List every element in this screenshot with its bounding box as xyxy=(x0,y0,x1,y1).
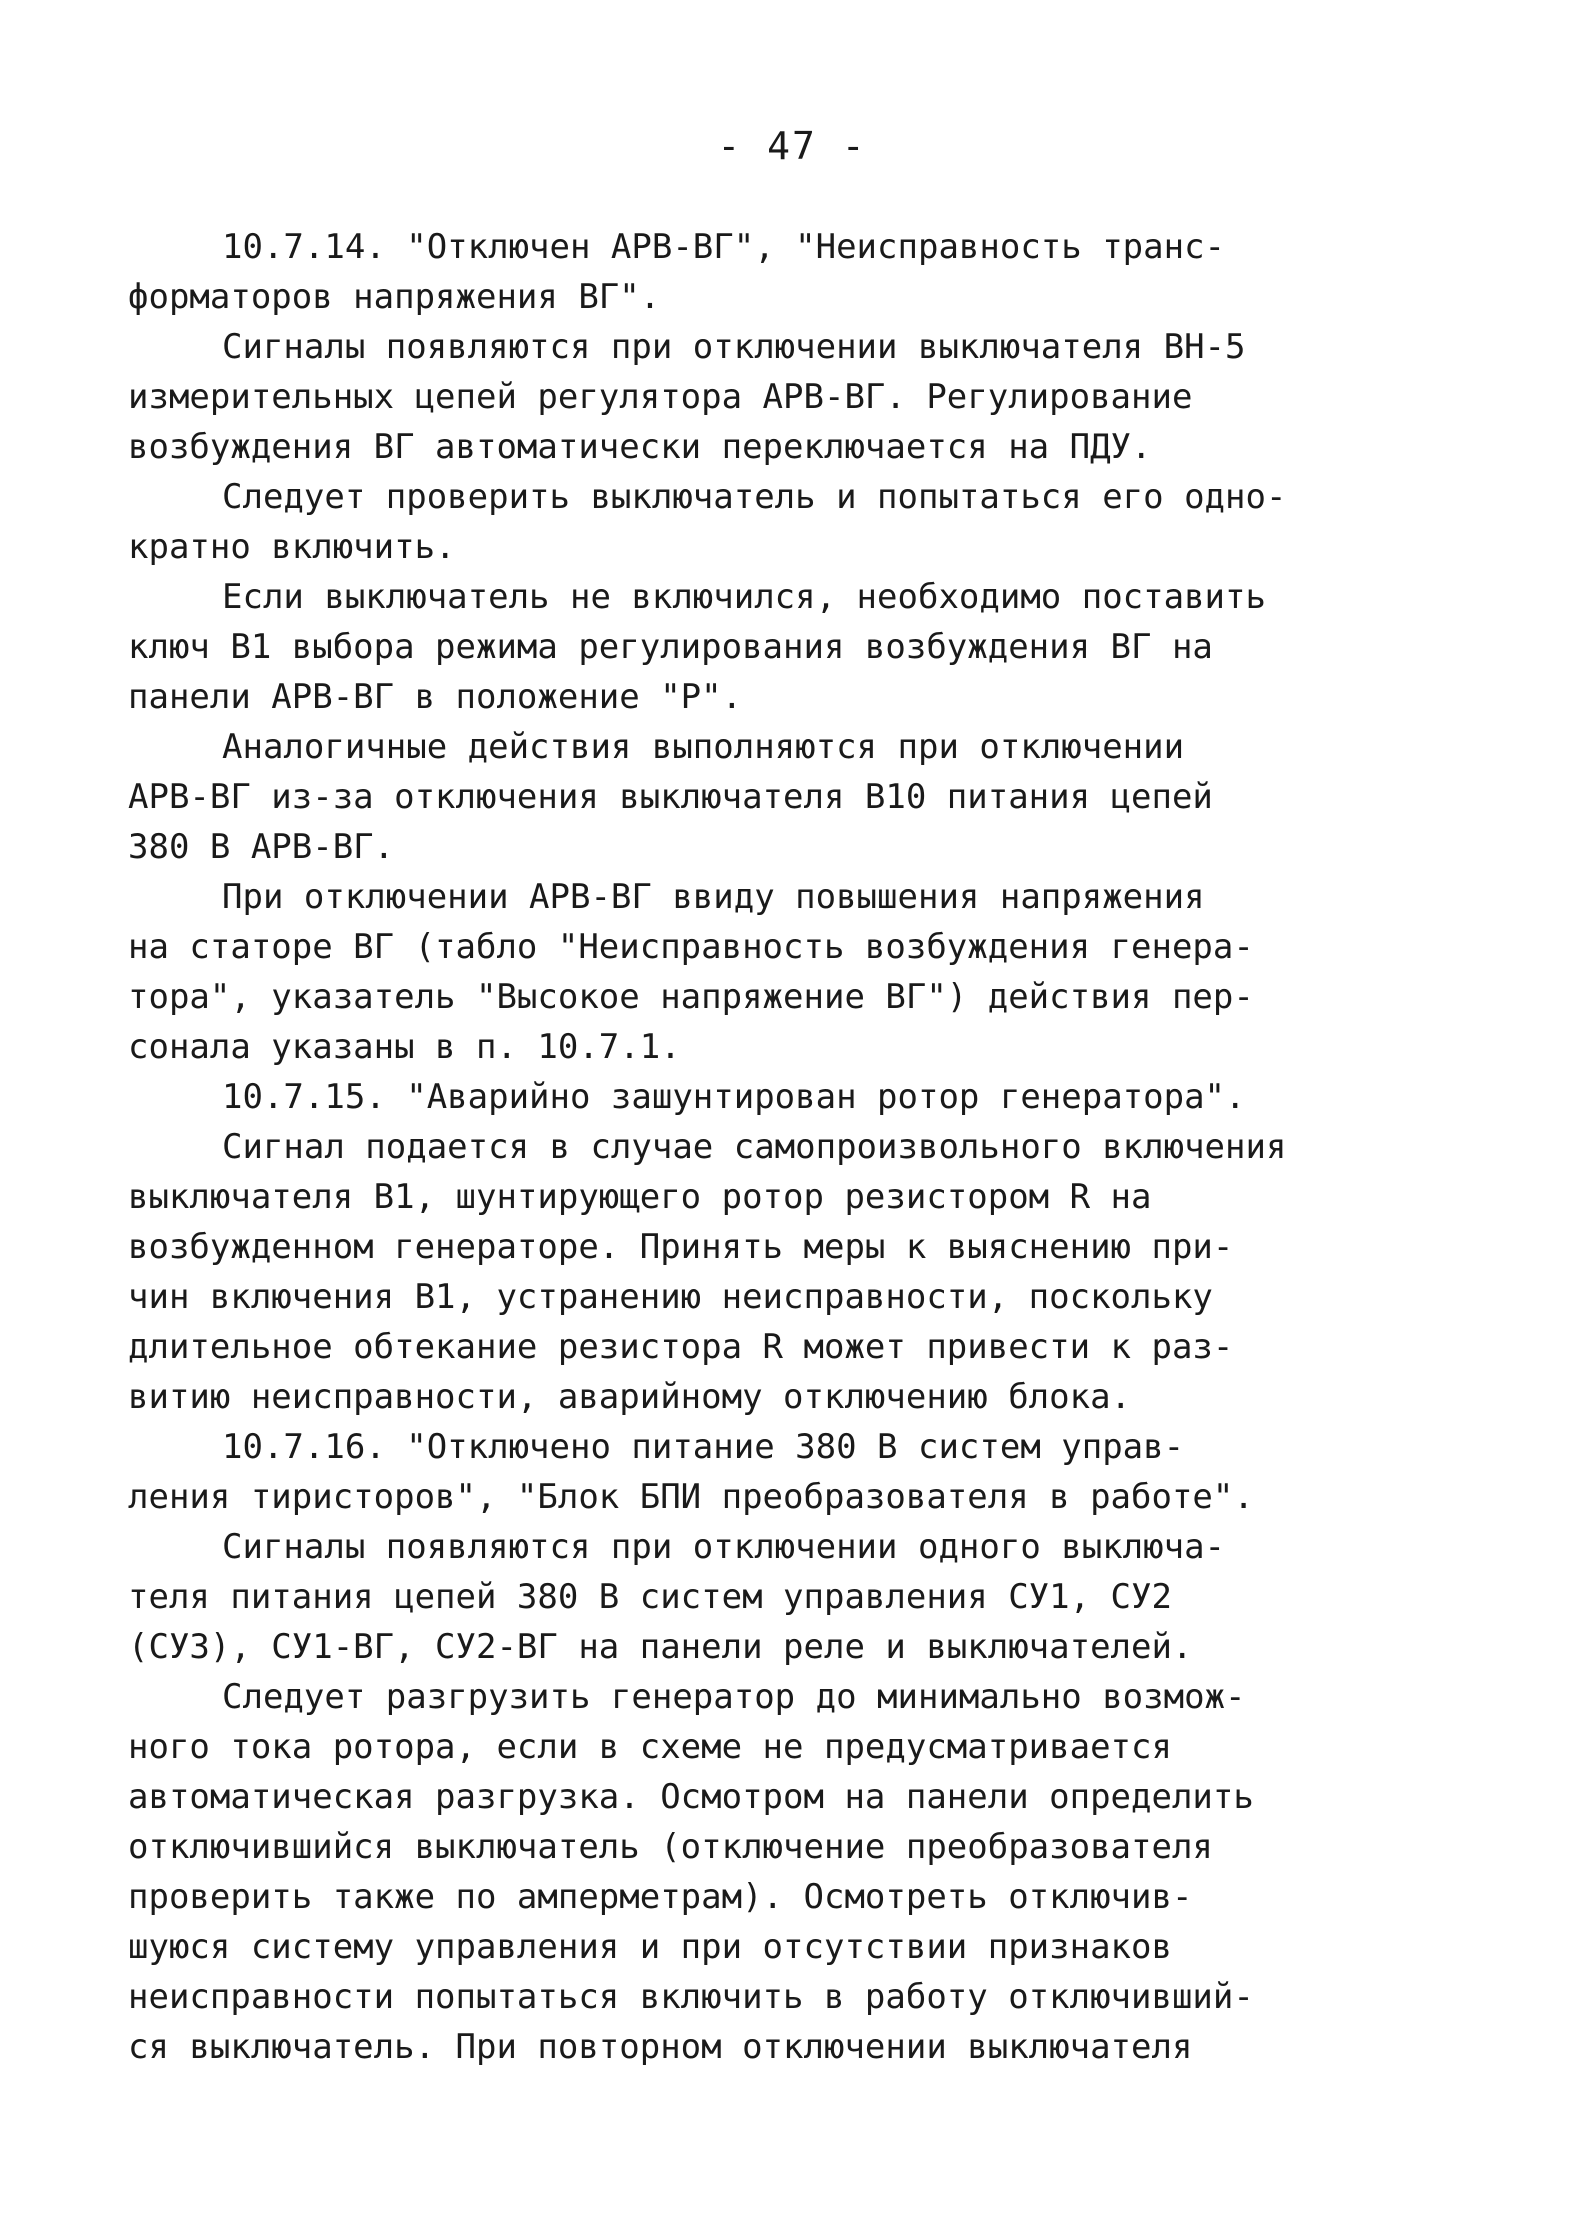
section-heading-10-7-16: 10.7.16. "Отключено питание 380 В систем управ- xyxy=(222,1427,1185,1467)
text-line: возбуждения ВГ автоматически переключается на ПДУ. xyxy=(128,427,1152,467)
text-line: ключ В1 выбора режима регулирования возбуждения ВГ на xyxy=(128,627,1213,667)
text-line: тора", указатель "Высокое напряжение ВГ") действия пер- xyxy=(128,977,1254,1017)
text-line: неисправности попытаться включить в работу отключивший- xyxy=(128,1977,1254,2017)
text-line: теля питания цепей 380 В систем управления СУ1, СУ2 xyxy=(128,1577,1172,1617)
paragraph-start: Сигнал подается в случае самопроизвольного включения xyxy=(222,1127,1287,1167)
text-line: измерительных цепей регулятора АРВ-ВГ. Регулирование xyxy=(128,377,1193,417)
paragraph-start: При отключении АРВ-ВГ ввиду повышения напряжения xyxy=(222,877,1205,917)
text-line: (СУ3), СУ1-ВГ, СУ2-ВГ на панели реле и выключателей. xyxy=(128,1627,1193,1667)
text-line: отключившийся выключатель (отключение преобразователя xyxy=(128,1827,1213,1867)
paragraph-start: Если выключатель не включился, необходимо поставить xyxy=(222,577,1266,617)
paragraph-start: Следует проверить выключатель и попытаться его одно- xyxy=(222,477,1287,517)
body-text xyxy=(128,222,1448,2072)
text-line: чин включения В1, устранению неисправности, поскольку xyxy=(128,1277,1213,1317)
text-line: витию неисправности, аварийному отключению блока. xyxy=(128,1377,1132,1417)
text-line: ления тиристоров", "Блок БПИ преобразователя в работе". xyxy=(128,1477,1254,1517)
paragraph-start: Следует разгрузить генератор до минимально возмож- xyxy=(222,1677,1246,1717)
text-line: АРВ-ВГ из-за отключения выключателя В10 питания цепей xyxy=(128,777,1213,817)
text-line: длительное обтекание резистора R может привести к раз- xyxy=(128,1327,1234,1367)
text-line: проверить также по амперметрам). Осмотреть отключив- xyxy=(128,1877,1193,1917)
text-line: ся выключатель. При повторном отключении выключателя xyxy=(128,2027,1193,2067)
text-line: панели АРВ-ВГ в положение "Р". xyxy=(128,677,743,717)
text-line: шуюся систему управления и при отсутствии признаков xyxy=(128,1927,1172,1967)
text-line: выключателя В1, шунтирующего ротор резистором R на xyxy=(128,1177,1152,1217)
section-heading-10-7-15: 10.7.15. "Аварийно зашунтирован ротор генератора". xyxy=(222,1077,1246,1117)
paragraph-start: Аналогичные действия выполняются при отключении xyxy=(222,727,1185,767)
text-line: ного тока ротора, если в схеме не предусматривается xyxy=(128,1727,1172,1767)
text-line: на статоре ВГ (табло "Неисправность возбуждения генера- xyxy=(128,927,1254,967)
text-line: 380 В АРВ-ВГ. xyxy=(128,827,395,867)
text-line: автоматическая разгрузка. Осмотром на панели определить xyxy=(128,1777,1254,1817)
paragraph-start: Сигналы появляются при отключении одного выключа- xyxy=(222,1527,1226,1567)
text-line: сонала указаны в п. 10.7.1. xyxy=(128,1027,681,1067)
text-line: кратно включить. xyxy=(128,527,456,567)
text-line: форматоров напряжения ВГ". xyxy=(128,277,661,317)
paragraph-start: Сигналы появляются при отключении выключателя ВН-5 xyxy=(222,327,1246,367)
section-heading-10-7-14: 10.7.14. "Отключен АРВ-ВГ", "Неисправность транс- xyxy=(222,227,1226,267)
page-number: - 47 - xyxy=(717,124,867,168)
text-line: возбужденном генераторе. Принять меры к выяснению при- xyxy=(128,1227,1234,1267)
